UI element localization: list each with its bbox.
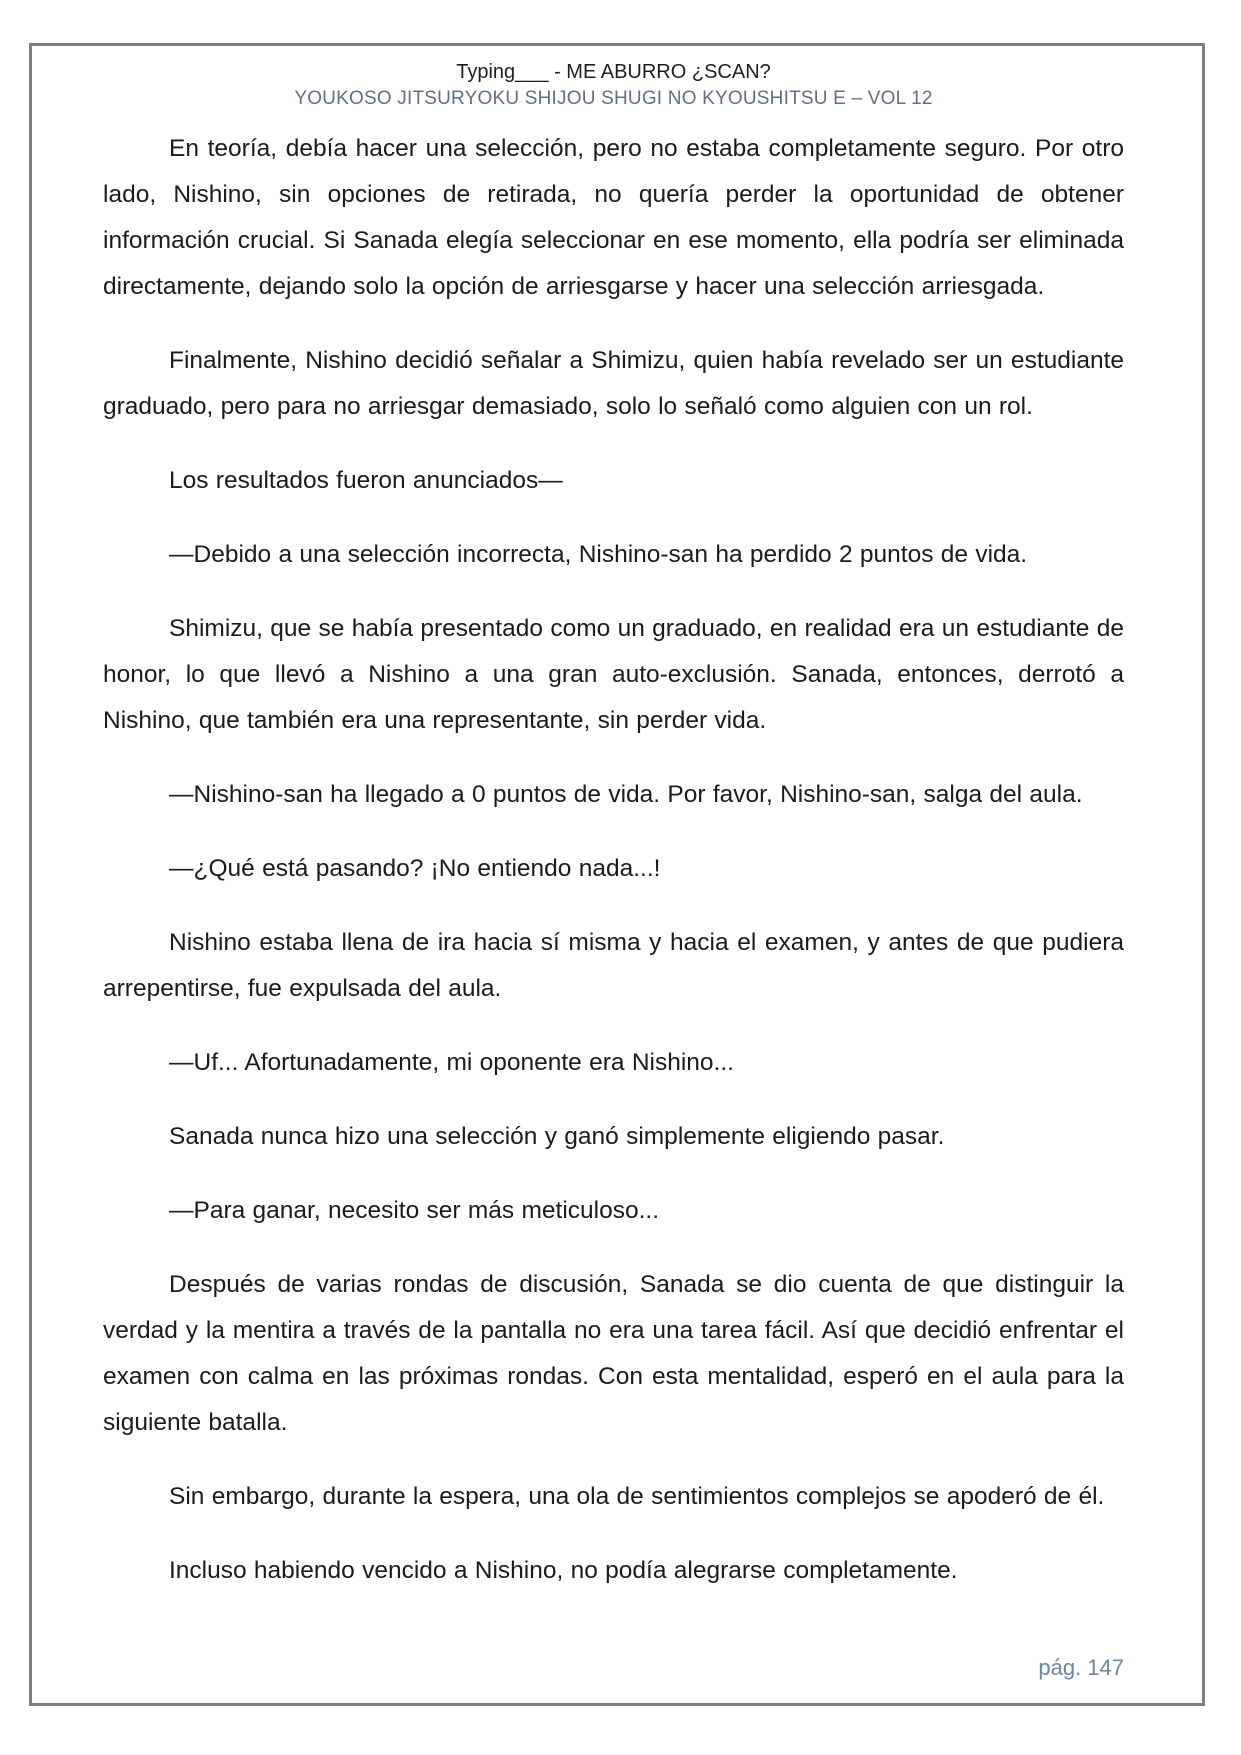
paragraph: Incluso habiendo vencido a Nishino, no podía alegrarse completamente. (169, 1557, 958, 1584)
paragraph: —Para ganar, necesito ser más meticuloso... (169, 1197, 659, 1224)
paragraph: —Nishino-san ha llegado a 0 puntos de vida. Por favor, Nishino-san, salga del aula. (169, 781, 1083, 808)
paragraph: En teoría, debía hacer una selección, pero no estaba completamente seguro. Por otro lado, Nishino, sin opciones de retirada, no quería perder la oportunidad de obtener información crucial. Si Sanada elegía seleccionar en ese momento, ella podría ser eliminada directamente, dejando solo la opción de arriesgarse y hacer una selección arriesgada. (103, 135, 1124, 300)
page-header (103, 59, 1124, 112)
paragraph: Finalmente, Nishino decidió señalar a Shimizu, quien había revelado ser un estudiante graduado, pero para no arriesgar demasiado, solo lo señaló como alguien con un rol. (103, 347, 1124, 420)
header-title: Typing___ - ME ABURRO ¿SCAN? (456, 61, 771, 83)
document-page (29, 43, 1205, 1706)
paragraph: Shimizu, que se había presentado como un graduado, en realidad era un estudiante de honor, lo que llevó a Nishino a una gran auto-exclusión. Sanada, entonces, derrotó a Nishino, que también era una representante, sin perder vida. (103, 615, 1124, 734)
paragraph: —Uf... Afortunadamente, mi oponente era Nishino... (169, 1049, 734, 1076)
paragraph: Después de varias rondas de discusión, Sanada se dio cuenta de que distinguir la verdad y la mentira a través de la pantalla no era una tarea fácil. Así que decidió enfrentar el examen con calma en las próximas rondas. Con esta mentalidad, esperó en el aula para la siguiente batalla. (103, 1271, 1124, 1436)
paragraph: Sin embargo, durante la espera, una ola de sentimientos complejos se apoderó de él. (169, 1483, 1105, 1510)
header-subtitle: YOUKOSO JITSURYOKU SHIJOU SHUGI NO KYOUSHITSU E – VOL 12 (294, 88, 933, 109)
paragraph: Nishino estaba llena de ira hacia sí misma y hacia el examen, y antes de que pudiera arrepentirse, fue expulsada del aula. (103, 929, 1124, 1002)
paragraph: —¿Qué está pasando? ¡No entiendo nada...! (169, 855, 661, 882)
paragraph: —Debido a una selección incorrecta, Nishino-san ha perdido 2 puntos de vida. (169, 541, 1028, 568)
paragraph: Los resultados fueron anunciados— (169, 467, 563, 494)
paragraph: Sanada nunca hizo una selección y ganó simplemente eligiendo pasar. (169, 1123, 945, 1150)
page-footer (1038, 1655, 1124, 1681)
document-body (103, 126, 1124, 1594)
page-number: pág. 147 (1038, 1655, 1124, 1680)
